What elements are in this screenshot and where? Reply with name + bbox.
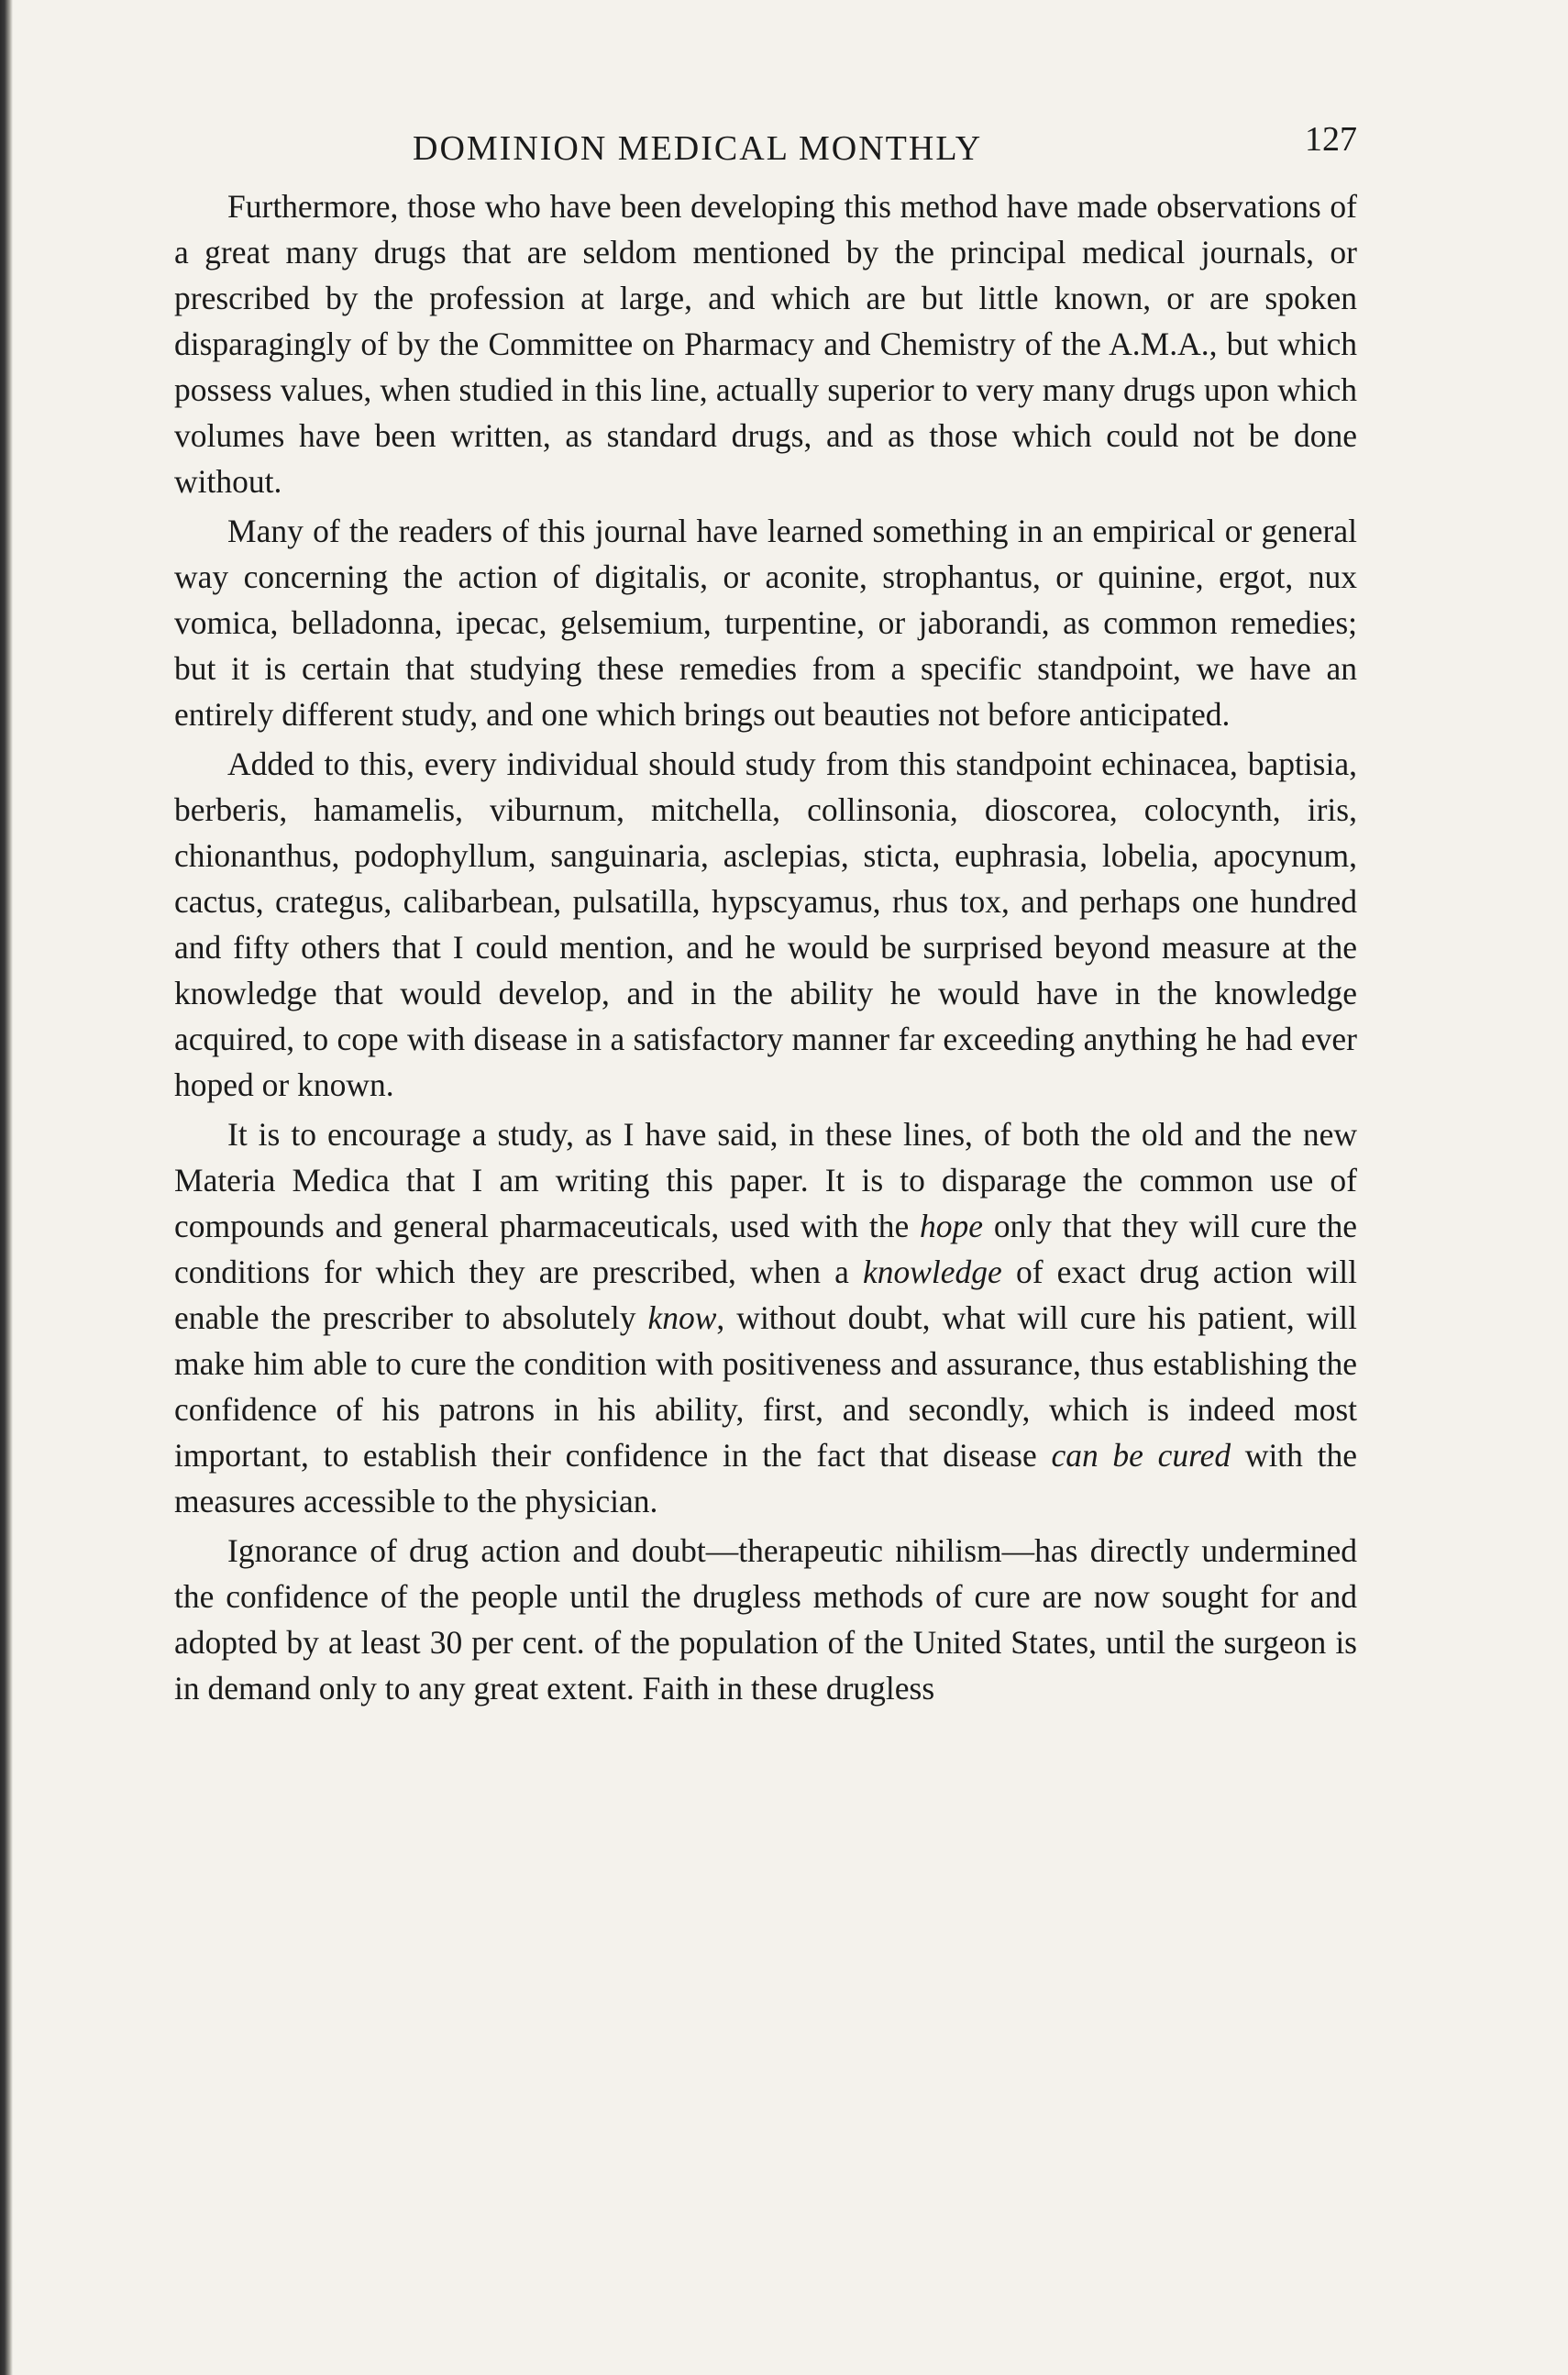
scan-binding-edge (0, 0, 13, 2375)
paragraph-3 (174, 741, 1357, 1108)
paragraph-5 (174, 1528, 1357, 1711)
emphasis-know: know (647, 1299, 717, 1336)
paragraph-2-text: Many of the readers of this journal have learned something in an empirical or general way concerning the action of digitalis, or aconite, strophantus, or quinine, ergot, nux vomica, belladonna, ipecac, gelsemium, turpentine, or jaborandi, as common remedies; but it is certain that studying these remedies from a specific standpoint, we have an entirely different study, and one which brings out beauties not before anticipated. (174, 513, 1357, 733)
paragraph-4-text: only that they will cure the conditions for which they are prescribed, when a (174, 1208, 1357, 1290)
paragraph-4-text: of exact drug action will enable the prescriber to absolutely (174, 1254, 1357, 1336)
paragraph-5-text: Ignorance of drug action and doubt—therapeutic nihilism—has directly undermined the confidence of the people until the drugless methods of cure are now sought for and adopted by at least 30 per cent. of the population of the United States, until the surgeon is in demand only to any great extent. Faith in these drugless (174, 1532, 1357, 1707)
paragraph-2 (174, 508, 1357, 737)
running-header (174, 110, 1357, 183)
paragraph-1-text: Furthermore, those who have been developing this method have made observations of a great many drugs that are seldom mentioned by the principal medical journals, or prescribed by the profession at large, and which are but little known, or are spoken disparagingly of by the Committee on Pharmacy and Chemistry of the A.M.A., but which possess values, when studied in this line, actually superior to very many drugs upon which volumes have been written, as standard drugs, and as those which could not be done without. (174, 188, 1357, 500)
journal-title: DOMINION MEDICAL MONTHLY (413, 129, 983, 168)
paragraph-1 (174, 183, 1357, 504)
paragraph-3-text: Added to this, every individual should study from this standpoint echinacea, baptisia, berberis, hamamelis, viburnum, mitchella, collinsonia, dioscorea, colocynth, iris, chionanthus, podophyllum, sanguinaria, asclepias, sticta, euphrasia, lobelia, apocynum, cactus, crategus, calibarbean, pulsatilla, hypscyamus, rhus tox, and perhaps one hundred and fifty others that I could mention, and he would be surprised beyond measure at the knowledge that would develop, and in the ability he would have in the knowledge acquired, to cope with disease in a satisfactory manner far exceeding anything he had ever hoped or known. (174, 746, 1357, 1103)
paragraph-4-text: , without doubt, what will cure his patient, will make him able to cure the condition with positiveness and assurance, thus establishing the confidence of his patrons in his ability, first, and secondly, which is indeed most important, to establish their confidence in the fact that disease (174, 1299, 1357, 1474)
emphasis-knowledge: knowledge (863, 1254, 1002, 1290)
document-page (174, 110, 1357, 1711)
paragraph-4-text: with the measures accessible to the physician. (174, 1437, 1357, 1519)
emphasis-hope: hope (920, 1208, 984, 1244)
paragraph-4-text: It is to encourage a study, as I have said, in these lines, of both the old and the new Materia Medica that I am writing this paper. It is to disparage the common use of compounds and general pharmaceuticals, used with the (174, 1116, 1357, 1244)
emphasis-can-be-cured: can be cured (1051, 1437, 1231, 1474)
body-text (174, 183, 1357, 1711)
page-number: 127 (1305, 120, 1357, 159)
paragraph-4 (174, 1111, 1357, 1524)
